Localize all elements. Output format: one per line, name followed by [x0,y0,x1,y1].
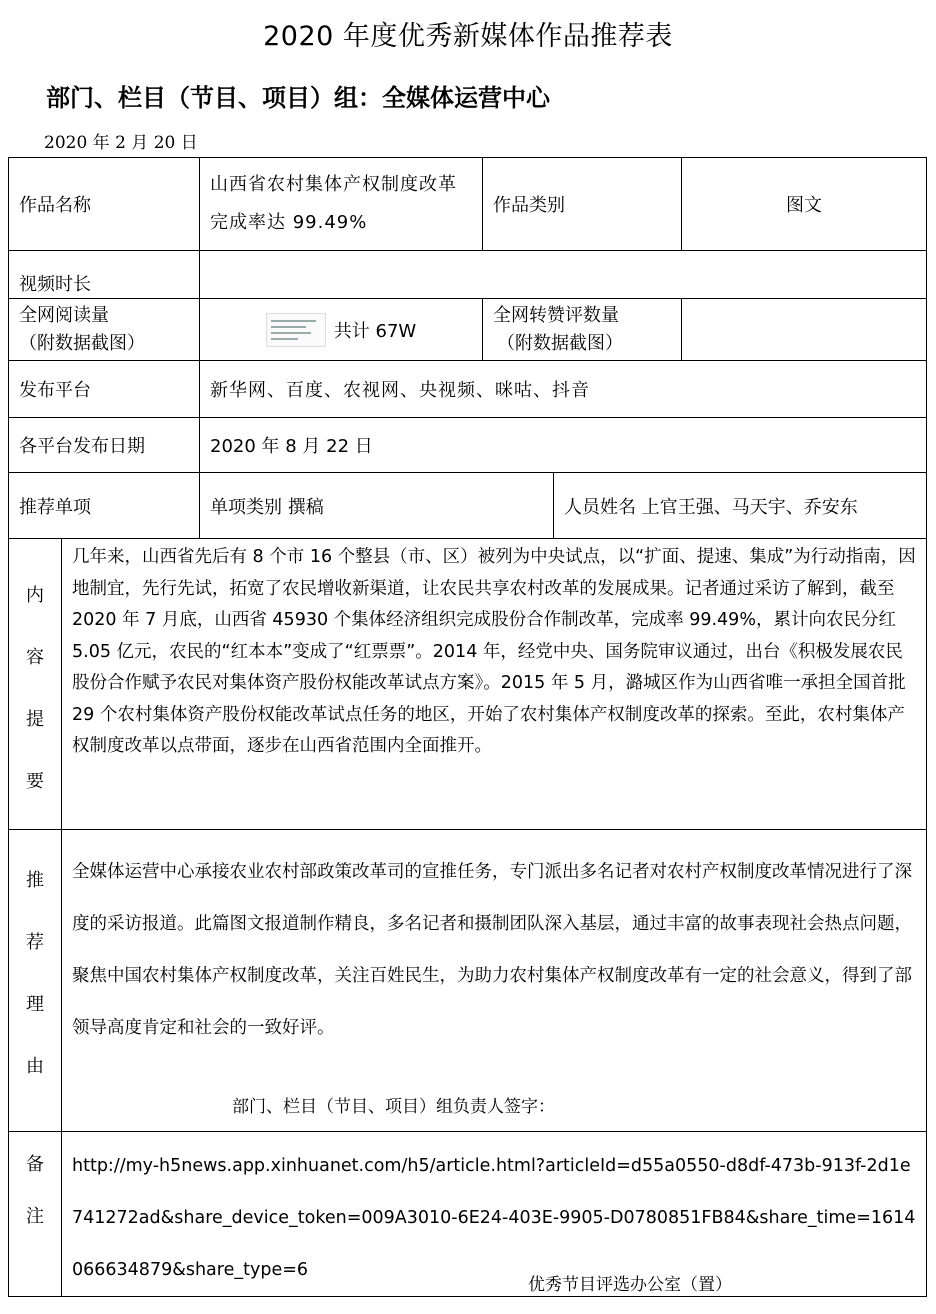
recommend-label: 推荐单项 [9,473,200,539]
remarks-row [9,1132,927,1297]
reads-value: 共计 67W [333,320,417,342]
reads-value-cell [200,299,483,361]
reads-label-line2: （附数据截图） [19,332,145,354]
recommend-category: 单项类别 撰稿 [200,473,554,539]
data-screenshot-thumbnail [266,313,326,347]
summary-label-char: 要 [26,771,44,792]
video-duration-row [9,251,927,299]
work-name-value: 山西省农村集体产权制度改革完成率达 99.49% [200,158,483,251]
summary-label-char: 内 [26,585,44,606]
reason-text: 全媒体运营中心承接农业农村部政策改革司的宣推任务，专门派出多名记者对农村产权制度改革情况进行了深度的采访报道。此篇图文报道制作精良，多名记者和摄制团队深入基层，通过丰富的故事表现社会热点问题，聚焦中国农村集体产权制度改革，关注百姓民生，为助力农村集体产权制度改革有一定的社会意义，得到了部领导高度肯定和社会的一致好评。 [72,862,912,1038]
engagement-label [483,299,682,361]
platform-label: 发布平台 [9,361,200,418]
video-duration-value [200,251,927,299]
summary-label-char: 提 [26,709,44,730]
recommend-row [9,473,927,539]
article-url-link[interactable]: http://my-h5news.app.xinhuanet.com/h5/article.html?articleId=d55a0550-d8df-473b-913f-2d1e741272ad&share_device_token=009A3010-6E24-403E-9905-D0780851FB84&share_time=1614066634879&share_type=6 [72,1156,916,1280]
summary-label [9,539,62,830]
summary-text: 几年来，山西省先后有 8 个市 16 个整县（市、区）被列为中央试点，以“扩面、提速、集成”为行动指南，因地制宜，先行先试，拓宽了农民增收新渠道，让农民共享农村改革的发展成果。记者通过采访了解到，截至 2020 年 7 月底，山西省 45930 个集体经济组织完成股份合作制改革，完成率 99.49%，累计向农民分红 5.05 亿元，农民的“红本本”变成了“红票票”。2014 年，经党中央、国务院审议通过，出台《积极发展农民股份合作赋予农民对集体资产股份权能改革试点方案》。2015 年 5 月，潞城区作为山西省唯一承担全国首批 29 个农村集体资产股份权能改革试点任务的地区，开始了农村集体产权制度改革的探索。至此，农村集体产权制度改革以点带面，逐步在山西省范围内全面推开。 [62,539,927,830]
reads-label-line1: 全网阅读量 [19,304,109,326]
reads-label [9,299,200,361]
publish-date-label: 各平台发布日期 [9,418,200,473]
reason-label [9,830,62,1132]
engagement-value [682,299,927,361]
work-name-row [9,158,927,251]
platform-row [9,361,927,418]
remarks-label [9,1132,62,1297]
department-line: 部门、栏目（节目、项目）组：全媒体运营中心 [46,84,550,112]
reason-label-char: 理 [26,994,44,1015]
remarks-label-char: 备 [26,1154,44,1175]
work-name-label: 作品名称 [9,158,200,251]
reason-row [9,830,927,1132]
video-duration-label: 视频时长 [9,251,200,299]
remarks-cell [62,1132,927,1297]
reason-label-char: 荐 [26,932,44,953]
signature-line: 部门、栏目（节目、项目）组负责人签字： [232,1097,555,1117]
work-category-value: 图文 [682,158,927,251]
reason-label-char: 由 [26,1056,44,1077]
summary-label-char: 容 [26,647,44,668]
publish-date-value: 2020 年 8 月 22 日 [200,418,927,473]
recommendation-form-table [8,157,927,1297]
remarks-label-char: 注 [26,1206,44,1227]
platform-value: 新华网、百度、农视网、央视频、咪咕、抖音 [200,361,927,418]
page-title: 2020 年度优秀新媒体作品推荐表 [263,21,673,52]
summary-row [9,539,927,830]
engagement-label-line2: （附数据截图） [497,332,623,354]
engagement-label-line1: 全网转赞评数量 [493,304,619,326]
reads-row [9,299,927,361]
footer-office-line: 优秀节目评选办公室（置） [528,1275,732,1295]
date-line: 2020 年 2 月 20 日 [44,133,198,153]
reason-label-char: 推 [26,870,44,891]
recommend-people: 人员姓名 上官王强、马天宇、乔安东 [554,473,927,539]
publish-date-row [9,418,927,473]
work-category-label: 作品类别 [483,158,682,251]
reason-cell [62,830,927,1132]
